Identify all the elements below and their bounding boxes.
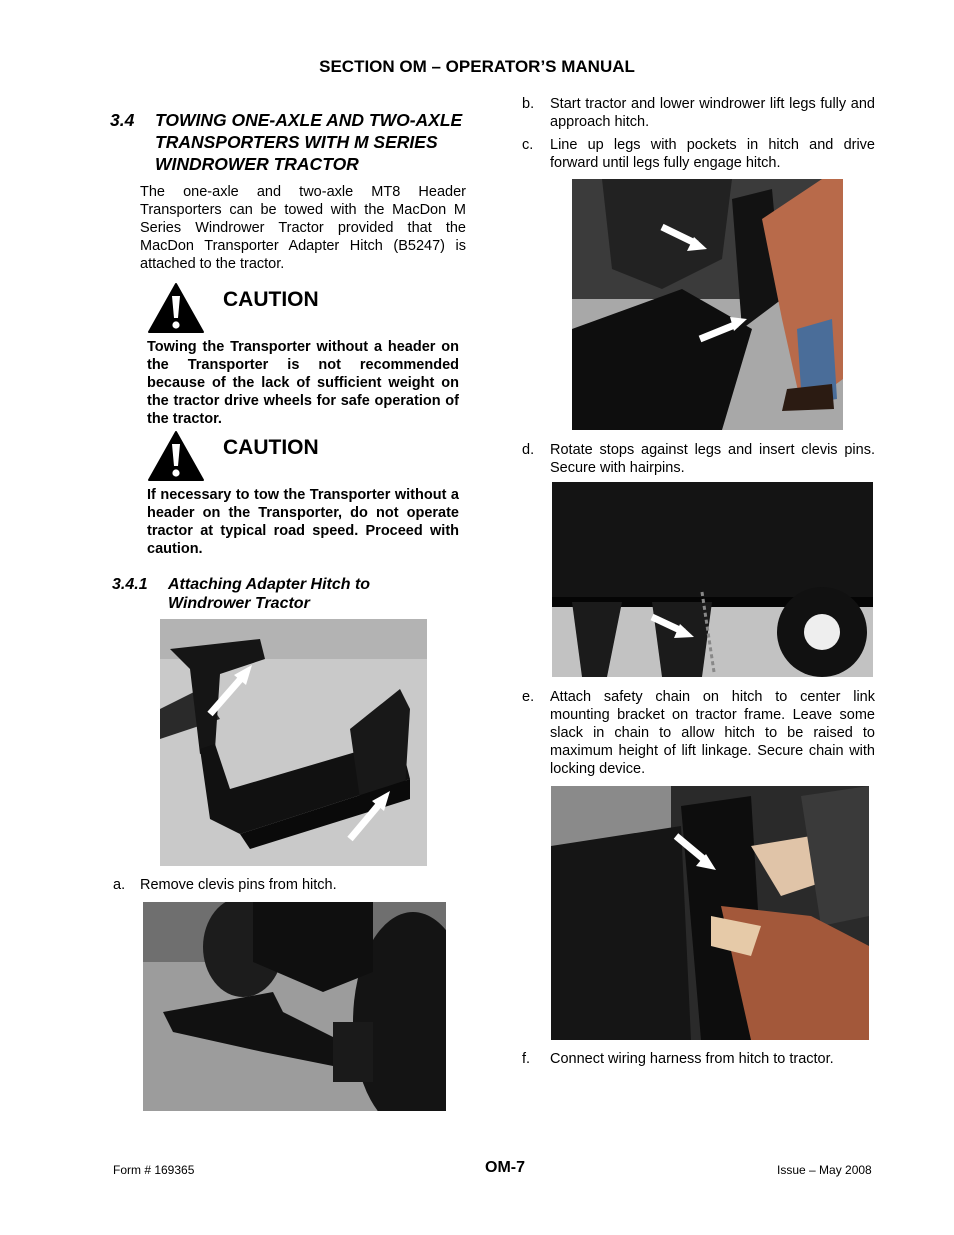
step-b [522,95,876,135]
footer-issue-date: Issue – May 2008 [777,1163,872,1177]
caution-text: Towing the Transporter without a header on the Transporter is not recommended because of the lack of sufficient weight on the tractor drive wheels for safe operation of the tractor. [147,339,459,427]
section-number: 3.4 [110,110,135,130]
subsection-title-text: Attaching Adapter Hitch to Windrower Tractor [168,576,371,612]
step-text: Start tractor and lower windrower lift legs fully and approach hitch. [550,96,875,130]
photo-clevis-pins [552,482,873,677]
caution-text: If necessary to tow the Transporter without a header on the Transporter, do not operate tractor at typical road speed. Proceed with caution. [147,487,459,557]
step-label: c. [522,137,534,153]
step-text: Rotate stops against legs and insert clevis pins. Secure with hairpins. [550,442,875,476]
photo-legs-engage [572,179,843,430]
step-a [113,876,473,896]
step-c [522,136,876,176]
caution-block-2 [147,430,459,558]
photo-adapter-hitch [160,619,427,866]
step-e [522,688,876,782]
footer-form-number: Form # 169365 [113,1163,195,1177]
step-label: e. [522,689,535,705]
caution-block-1 [147,282,459,428]
step-text: Connect wiring harness from hitch to tractor. [550,1051,834,1067]
photo-tractor-approach [143,902,446,1111]
step-label: d. [522,442,535,458]
step-text: Line up legs with pockets in hitch and drive forward until legs fully engage hitch. [550,137,875,171]
step-text: Remove clevis pins from hitch. [140,877,337,893]
section-title-text: TOWING ONE-AXLE AND TWO-AXLE TRANSPORTERS WITH M SERIES WINDROWER TRACTOR [155,110,463,174]
footer-page-number: OM-7 [485,1159,525,1176]
step-f [522,1050,876,1070]
warning-triangle-icon [147,282,205,334]
caution-word: CAUTION [223,436,319,459]
photo-wiring-harness [551,786,869,1040]
section-header: SECTION OM – OPERATOR’S MANUAL [319,57,635,76]
step-label: b. [522,96,535,112]
intro-paragraph: The one-axle and two-axle MT8 Header Transporters can be towed with the MacDon M Series Windrower Tractor provided that the MacDon Transporter Adapter Hitch (B5247) is attached to the tractor. [140,184,466,272]
warning-triangle-icon [147,430,205,482]
caution-word: CAUTION [223,288,319,311]
step-label: f. [522,1051,531,1067]
step-d [522,441,876,481]
step-text: Attach safety chain on hitch to center link mounting bracket on tractor frame. Leave some slack in chain to allow hitch to be raised to maximum height of lift linkage. Secure chain with locking device. [550,689,875,777]
step-label: a. [113,877,126,893]
subsection-number: 3.4.1 [112,576,148,593]
